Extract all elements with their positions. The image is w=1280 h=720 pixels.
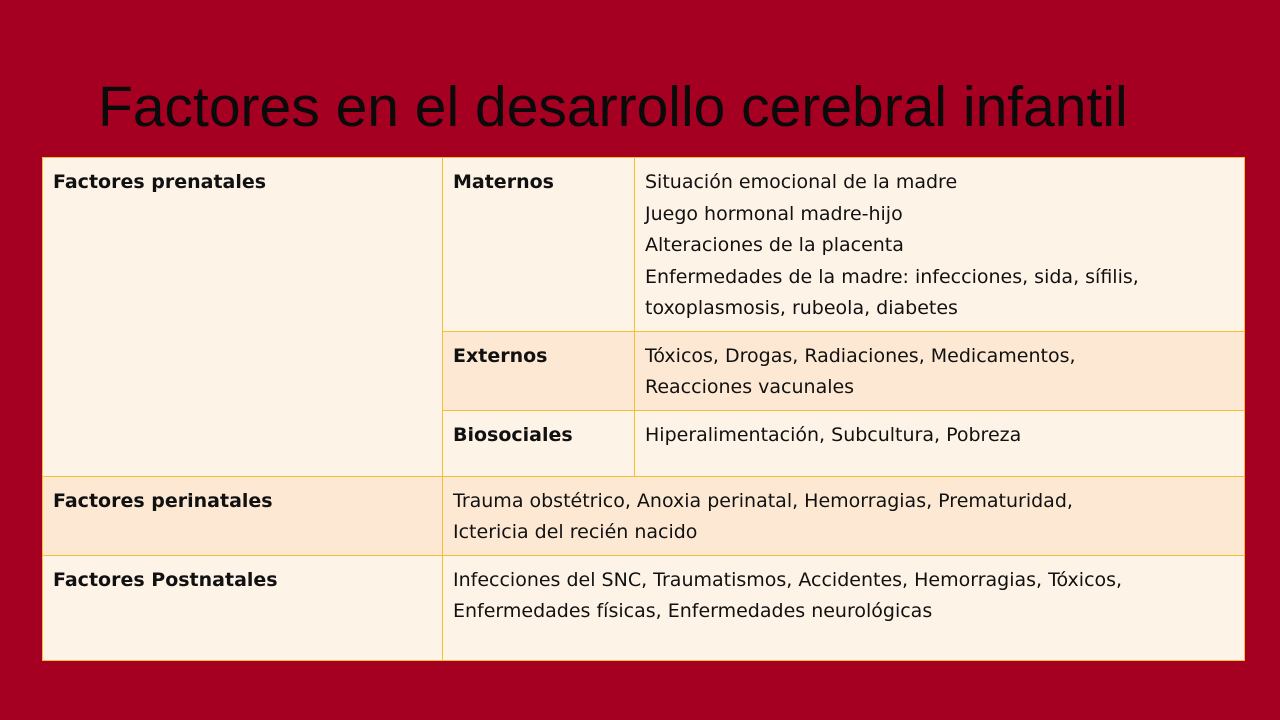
postnatal-line: Infecciones del SNC, Traumatismos, Accidentes, Hemorragias, Tóxicos, — [453, 568, 1123, 591]
externos-label-cell — [443, 331, 635, 410]
perinatal-label-cell — [43, 476, 443, 555]
biosociales-label-cell — [443, 410, 635, 476]
biosociales-line: Hiperalimentación, Subcultura, Pobreza — [645, 423, 1022, 446]
maternos-line: toxoplasmosis, rubeola, diabetes — [645, 297, 958, 319]
externos-desc-cell — [635, 331, 1245, 410]
externos-line: Tóxicos, Drogas, Radiaciones, Medicamentos, — [645, 344, 1076, 367]
table-row-prenatal-maternos — [43, 158, 1245, 332]
prenatal-label: Factores prenatales — [53, 171, 267, 193]
maternos-line: Situación emocional de la madre — [645, 171, 958, 193]
perinatal-line: Trauma obstétrico, Anoxia perinatal, Hemorragias, Prematuridad, — [453, 489, 1073, 512]
externos-label: Externos — [453, 344, 548, 367]
perinatal-line: Ictericia del recién nacido — [453, 521, 698, 543]
postnatal-label: Factores Postnatales — [53, 568, 278, 591]
perinatal-desc-cell — [443, 476, 1245, 555]
prenatal-label-cell — [43, 158, 443, 477]
maternos-label-cell — [443, 158, 635, 332]
biosociales-label: Biosociales — [453, 423, 573, 446]
maternos-line: Alteraciones de la placenta — [645, 234, 904, 256]
biosociales-desc-cell — [635, 410, 1245, 476]
factors-table — [42, 157, 1245, 661]
postnatal-label-cell — [43, 555, 443, 660]
externos-line: Reacciones vacunales — [645, 376, 855, 398]
perinatal-label: Factores perinatales — [53, 489, 273, 512]
slide-title: Factores en el desarrollo cerebral infantil — [98, 75, 1128, 139]
maternos-desc-cell — [635, 158, 1245, 332]
maternos-label: Maternos — [453, 171, 554, 193]
table-row-perinatal — [43, 476, 1245, 555]
maternos-line: Enfermedades de la madre: infecciones, sida, sífilis, — [645, 265, 1139, 288]
postnatal-desc-cell — [443, 555, 1245, 660]
postnatal-line: Enfermedades físicas, Enfermedades neurológicas — [453, 600, 933, 622]
table-row-postnatal — [43, 555, 1245, 660]
maternos-line: Juego hormonal madre-hijo — [645, 202, 903, 225]
